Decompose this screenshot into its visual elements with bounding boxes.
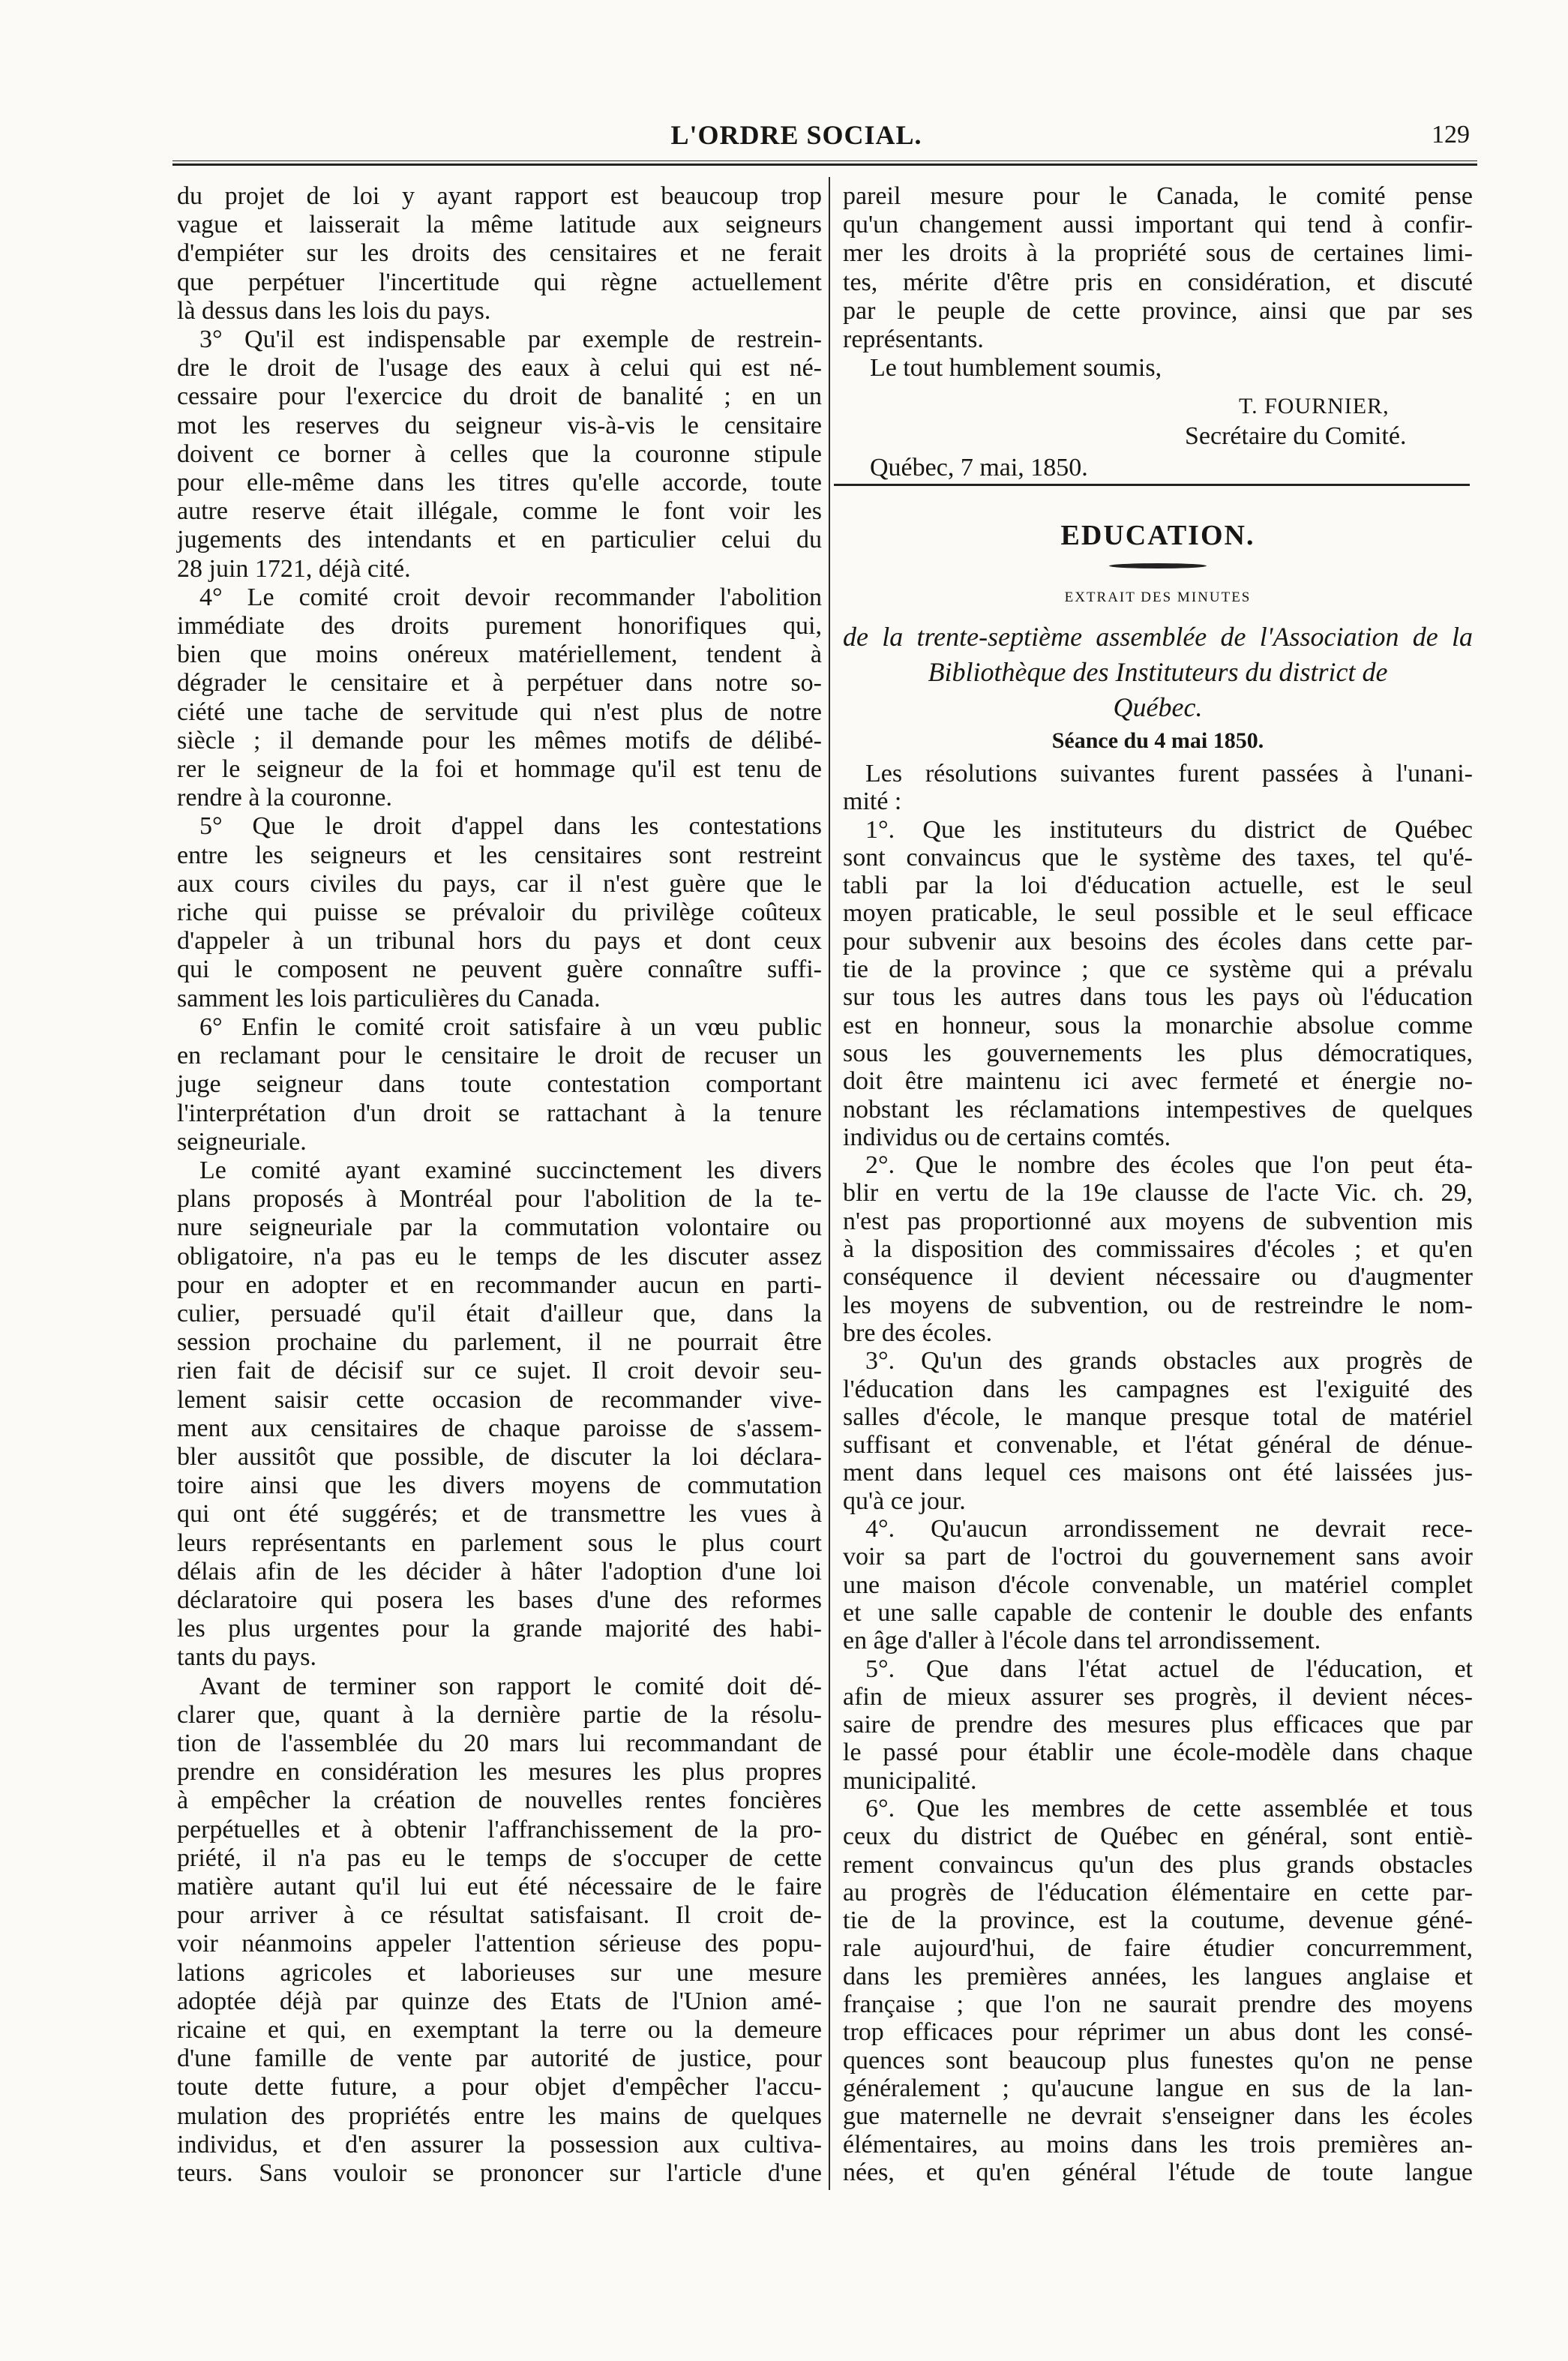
text-line: lement saisir cette occasion de recommander vive-	[177, 1385, 822, 1414]
text-line: toire ainsi que les divers moyens de commutation	[177, 1472, 822, 1500]
text-line: qu'un changement aussi important qui tend à confir-	[843, 211, 1473, 239]
text-line: nées, et qu'en général l'étude de toute langue	[843, 2158, 1473, 2186]
text-line: que perpétuer l'incertitude qui règne actuellement	[177, 268, 822, 296]
text-line: perpétuelles et à obtenir l'affranchissement de la pro-	[177, 1815, 822, 1844]
paragraph	[177, 812, 822, 1012]
text-line: priété, il n'a pas eu le temps de s'occuper de cette	[177, 1844, 822, 1872]
assembly-line: de la trente-septième assemblée de l'Association de la	[843, 622, 1473, 652]
text-line: cessaire pour l'exercice du droit de banalité ; en un	[177, 382, 822, 411]
text-line: tion de l'assemblée du 20 mars lui recommandant de	[177, 1729, 822, 1757]
resolutions-text	[843, 760, 1473, 2186]
text-line: matière autant qu'il lui eut été nécessaire de le faire	[177, 1872, 822, 1900]
text-line: tabli par la loi d'éducation actuelle, est le seul	[843, 872, 1473, 900]
paragraph	[843, 1347, 1473, 1515]
text-line: clarer que, quant à la dernière partie de la résolu-	[177, 1700, 822, 1729]
text-line: voir néanmoins appeler l'attention sérieuse des popu-	[177, 1930, 822, 1958]
text-line: au progrès de l'éducation élémentaire en cette par-	[843, 1878, 1473, 1906]
text-line: immédiate des droits purement honorifiques qui,	[177, 612, 822, 640]
text-line: rement convaincus qu'un des plus grands obstacles	[843, 1850, 1473, 1879]
text-line: rien fait de décisif sur ce sujet. Il croit devoir seu-	[177, 1357, 822, 1385]
report-date: Québec, 7 mai, 1850.	[870, 454, 1088, 482]
text-line: blir en vertu de la 19e clausse de l'acte Vic. ch. 29,	[843, 1179, 1473, 1208]
text-line: quences sont beaucoup plus funestes qu'on ne pense	[843, 2046, 1473, 2074]
text-line: salles d'école, le manque presque total de matériel	[843, 1402, 1473, 1431]
text-line: représentants.	[843, 326, 984, 354]
text-line: suffisant et convenable, et l'état général de dénue-	[843, 1431, 1473, 1460]
paragraph	[843, 760, 1473, 816]
text-line: 2°. Que le nombre des écoles que l'on peut éta-	[865, 1151, 1473, 1180]
text-line: d'une famille de vente par autorité de justice, pour	[177, 2044, 822, 2073]
text-line: le passé pour établir une école-modèle dans chaque	[843, 1738, 1473, 1767]
signature-title: Secrétaire du Comité.	[1185, 422, 1407, 450]
text-line: sont convaincus que le système des taxes, tel qu'é-	[843, 843, 1473, 872]
text-line: une maison d'école convenable, un matériel complet	[843, 1570, 1473, 1599]
text-line: à la disposition des commissaires d'écoles ; et qu'en	[843, 1235, 1473, 1264]
text-line: jugements des intendants et en particulier celui du	[177, 526, 822, 554]
text-line: saire de prendre des mesures plus efficaces que par	[843, 1711, 1473, 1739]
text-line: par le peuple de cette province, ainsi que par ses	[843, 296, 1473, 325]
text-line: 6° Enfin le comité croit satisfaire à un vœu public	[199, 1012, 822, 1041]
paragraph	[177, 1156, 822, 1672]
text-line: individus ou de certains comtés.	[843, 1123, 1171, 1151]
text-line: mulation des propriétés entre les mains de quelques	[177, 2102, 822, 2130]
section-rule	[834, 484, 1470, 486]
text-line: dégrader le censitaire et à perpétuer dans notre so-	[177, 669, 822, 698]
text-line: ment dans lequel ces maisons ont été laissées jus-	[843, 1459, 1473, 1487]
text-line: bre des écoles.	[843, 1318, 993, 1347]
text-line: entre les seigneurs et les censitaires sont restreint	[177, 841, 822, 869]
text-line: 4°. Qu'aucun arrondissement ne devrait rece-	[865, 1515, 1473, 1544]
paragraph	[843, 1655, 1473, 1795]
paragraph	[177, 584, 822, 813]
text-line: n'est pas proportionné aux moyens de subvention mis	[843, 1207, 1473, 1235]
text-line: bien que moins onéreux matériellement, tendent à	[177, 640, 822, 669]
text-line: tants du pays.	[177, 1643, 317, 1672]
signature-name: T. FOURNIER,	[1239, 394, 1390, 418]
text-line: les plus urgentes pour la grande majorité des habi-	[177, 1615, 822, 1643]
text-line: déclaratoire qui posera les bases d'une des reformes	[177, 1586, 822, 1614]
paragraph	[177, 182, 822, 326]
text-line: sous les gouvernements les plus démocratiques,	[843, 1039, 1473, 1067]
text-line: 4° Le comité croit devoir recommander l'abolition	[199, 583, 822, 611]
text-line: dre le droit de l'usage des eaux à celui qui est né-	[177, 354, 822, 382]
paragraph	[843, 816, 1473, 1152]
text-line: l'interprétation d'un droit se rattachant à la tenure	[177, 1099, 822, 1127]
text-line: en âge d'aller à l'école dans tel arrondissement.	[843, 1627, 1321, 1655]
text-line: siècle ; il demande pour les mêmes motifs de délibé-	[177, 726, 822, 754]
text-line: à empêcher la création de nouvelles rentes foncières	[177, 1786, 822, 1815]
text-line: adoptée déjà par quinze des Etats de l'Union amé-	[177, 1987, 822, 2015]
page-number: 129	[1432, 121, 1470, 148]
text-line: qu'à ce jour.	[843, 1486, 966, 1515]
text-line: toute dette future, a pour objet d'empêcher l'accu-	[177, 2073, 822, 2102]
text-line: mot les reserves du seigneur vis-à-vis le censitaire	[177, 411, 822, 440]
assembly-heading	[843, 620, 1473, 725]
text-line: et une salle capable de contenir le double des enfants	[843, 1598, 1473, 1627]
text-line: ment aux censitaires de chaque paroisse de s'assem-	[177, 1414, 822, 1442]
text-line: française ; que l'on ne saurait prendre des moyens	[843, 1990, 1473, 2019]
text-line: 3° Qu'il est indispensable par exemple de restrein-	[199, 326, 822, 354]
report-text	[843, 182, 1473, 354]
text-line: nobstant les réclamations intempestives de quelques	[843, 1095, 1473, 1124]
text-line: Avant de terminer son rapport le comité doit dé-	[199, 1672, 822, 1700]
text-line: pour elle-même dans les titres qu'elle accorde, toute	[177, 469, 822, 497]
text-line: tie de la province ; que ce système qui a prévalu	[843, 956, 1473, 984]
text-line: doit être maintenu ici avec fermeté et énergie no-	[843, 1067, 1473, 1096]
paragraph	[843, 182, 1473, 354]
text-line: aux cours civiles du pays, car il n'est guère que le	[177, 869, 822, 898]
text-line: teurs. Sans vouloir se prononcer sur l'article d'une	[177, 2159, 822, 2188]
text-line: généralement ; qu'aucune langue en sus de la lan-	[843, 2074, 1473, 2102]
paragraph	[177, 326, 822, 584]
report-conclusion	[843, 182, 1473, 382]
text-line: juge seigneur dans toute contestation comportant	[177, 1070, 822, 1099]
running-head-title: L'ORDRE SOCIAL.	[670, 120, 922, 150]
text-line: d'empiéter sur les droits des censitaires et ne ferait	[177, 239, 822, 268]
closing-line: Le tout humblement soumis,	[870, 354, 1162, 382]
text-line: conséquence il devient nécessaire ou d'augmenter	[843, 1263, 1473, 1292]
text-line: rer le seigneur de la foi et hommage qu'il est tenu de	[177, 755, 822, 784]
text-line: mité :	[843, 788, 902, 816]
session-date: Séance du 4 mai 1850.	[1051, 728, 1264, 753]
text-line: voir sa part de l'octroi du gouvernement sans avoir	[843, 1543, 1473, 1571]
text-line: Le comité ayant examiné succinctement les divers	[199, 1156, 822, 1184]
text-line: qui le composent ne peuvent guère connaître suffi-	[177, 956, 822, 984]
text-line: qui ont été suggérés; et de transmettre les vues à	[177, 1500, 822, 1528]
text-line: afin de mieux assurer ses progrès, il devient néces-	[843, 1682, 1473, 1711]
text-line: là dessus dans les lois du pays.	[177, 296, 491, 325]
text-line: tie de la province, est la coutume, devenue géné-	[843, 1906, 1473, 1935]
text-line: les moyens de subvention, ou de restreindre le nom-	[843, 1291, 1473, 1319]
text-line: l'éducation dans les campagnes est l'exiguité des	[843, 1375, 1473, 1403]
text-line: 6°. Que les membres de cette assemblée et tous	[865, 1794, 1473, 1822]
text-line: tes, mérite d'être pris en considération, et discuté	[843, 268, 1473, 296]
text-line: mer les droits à la propriété sous de certaines limi-	[843, 239, 1473, 268]
text-line: moyen praticable, le seul possible et le seul efficace	[843, 899, 1473, 928]
text-line: pour arriver à ce résultat satisfaisant. Il croit de-	[177, 1901, 822, 1930]
text-line: est en honneur, sous la monarchie absolue comme	[843, 1011, 1473, 1040]
text-line: 1°. Que les instituteurs du district de Québec	[865, 815, 1473, 844]
text-line: obligatoire, n'a pas eu le temps de les discuter assez	[177, 1242, 822, 1270]
extract-label: EXTRAIT DES MINUTES	[1064, 590, 1252, 605]
column-divider	[829, 177, 830, 2190]
paragraph	[177, 1672, 822, 2188]
text-line: plans proposés à Montréal pour l'abolition de la te-	[177, 1185, 822, 1214]
ornamental-rule	[1109, 563, 1207, 568]
text-line: dans les premières années, les langues anglaise et	[843, 1962, 1473, 1990]
paragraph	[843, 1515, 1473, 1654]
text-line: bler aussitôt que possible, de discuter la loi déclara-	[177, 1442, 822, 1471]
text-line: samment les lois particulières du Canada.	[177, 984, 601, 1012]
text-line: individus, et d'en assurer la possession aux cultiva-	[177, 2130, 822, 2158]
text-line: municipalité.	[843, 1766, 977, 1795]
text-line: nure seigneuriale par la commutation volontaire ou	[177, 1214, 822, 1242]
assembly-line: Québec.	[1113, 692, 1203, 722]
text-line: vague et laisserait la même latitude aux seigneurs	[177, 211, 822, 239]
text-line: rendre à la couronne.	[177, 784, 392, 812]
text-line: du projet de loi y ayant rapport est beaucoup trop	[177, 182, 822, 210]
text-line: ciété une tache de servitude qui n'est plus de notre	[177, 698, 822, 726]
assembly-line: Bibliothèque des Instituteurs du district de	[928, 657, 1388, 687]
text-line: d'appeler à un tribunal hors du pays et dont ceux	[177, 927, 822, 956]
text-line: élémentaires, au moins dans les trois premières an-	[843, 2130, 1473, 2158]
text-line: prendre en considération les mesures les plus propres	[177, 1758, 822, 1786]
text-line: ceux du district de Québec en général, sont entiè-	[843, 1822, 1473, 1851]
section-title: EDUCATION.	[1060, 520, 1255, 551]
text-line: lations agricoles et laborieuses sur une mesure	[177, 1958, 822, 1987]
text-line: pour subvenir aux besoins des écoles dans cette par-	[843, 927, 1473, 956]
text-line: doivent ce borner à celles que la couronne stipule	[177, 440, 822, 468]
header-rule	[172, 160, 1477, 166]
text-line: pareil mesure pour le Canada, le comité pense	[843, 182, 1473, 210]
text-line: sur tous les autres dans tous les pays où l'éducation	[843, 983, 1473, 1012]
text-line: riche qui puisse se prévaloir du privilège coûteux	[177, 898, 822, 927]
text-line: en reclamant pour le censitaire le droit de recuser un	[177, 1042, 822, 1070]
text-line: 5°. Que dans l'état actuel de l'éducation, et	[865, 1654, 1473, 1683]
text-line: 3°. Qu'un des grands obstacles aux progrès de	[865, 1347, 1473, 1376]
text-line: Les résolutions suivantes furent passées à l'unani-	[865, 760, 1473, 788]
text-line: gue maternelle ne devrait s'enseigner dans les écoles	[843, 2102, 1473, 2131]
paragraph	[843, 1151, 1473, 1347]
paragraph	[177, 1013, 822, 1156]
text-line: rale aujourd'hui, de faire étudier concurremment,	[843, 1934, 1473, 1963]
text-line: session prochaine du parlement, il ne pourrait être	[177, 1328, 822, 1357]
text-line: leurs représentants en parlement sous le plus court	[177, 1528, 822, 1557]
left-column	[177, 182, 822, 2188]
text-line: 5° Que le droit d'appel dans les contestations	[199, 812, 822, 841]
text-line: culier, persuadé qu'il était d'ailleur que, dans la	[177, 1299, 822, 1328]
text-line: trop efficaces pour réprimer un abus dont les consé-	[843, 2018, 1473, 2047]
paragraph	[843, 1795, 1473, 2186]
text-line: 28 juin 1721, déjà cité.	[177, 554, 411, 583]
text-line: délais afin de les décider à hâter l'adoption d'une loi	[177, 1557, 822, 1586]
text-line: autre reserve était illégale, comme le font voir les	[177, 497, 822, 526]
text-line: seigneuriale.	[177, 1127, 307, 1156]
text-line: ricaine et qui, en exemptant la terre ou la demeure	[177, 2016, 822, 2044]
text-line: pour en adopter et en recommander aucun en parti-	[177, 1270, 822, 1299]
